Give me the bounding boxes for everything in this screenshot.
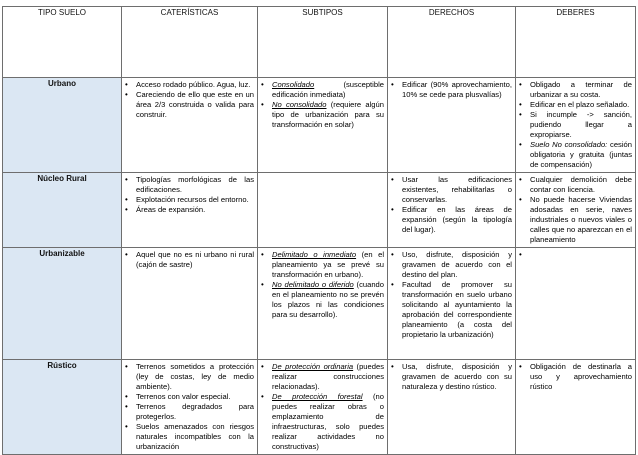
bullet-text: (cuando en el planeamiento no se prevén los plazos ni las condiciones para su desarrollo). [272,280,384,320]
subtipos-cell [258,248,388,360]
header-derechos: DERECHOS [388,7,516,78]
bullet-list [390,80,512,100]
bullet-text: Áreas de expansión. [136,205,206,215]
tipo-label: Rústico [3,360,122,455]
bullet-list [518,175,632,245]
deberes-cell [516,173,636,248]
bullet-term: No consolidado [272,100,327,110]
bullet-item [124,392,254,402]
bullet-list [124,250,254,270]
caracteristicas-cell [122,173,258,248]
bullet-text: Edificar (90% aprovechamiento, 10% se cede para plusvalías) [402,80,512,100]
deberes-cell [516,360,636,455]
bullet-item [260,392,384,452]
bullet-text: Suelos amenazados con riesgos naturales incompatibles con la urbanización [136,422,254,452]
caracteristicas-cell [122,78,258,173]
bullet-text: cesión obligatoria y gratuita (juntas de compensación) [530,140,632,170]
bullet-list [124,80,254,120]
bullet-list [260,250,384,320]
bullet-text: (requiere algún tipo de urbanización para su transformación en solar) [272,100,384,130]
bullet-text: Facultad de promover su transformación en suelo urbano solicitando al ayuntamiento la aprobación del correspondiente planeamiento (a costa del propietario la urbanización) [402,280,512,340]
bullet-text: (susceptible edificación inmediata) [272,80,384,100]
row-urbanizable [3,248,636,360]
bullet-item [124,175,254,195]
bullet-item [518,100,632,110]
tipo-label: Urbano [3,78,122,173]
tipo-label: Urbanizable [3,248,122,360]
bullet-list [390,250,512,340]
bullet-term: De protección ordinaria [272,362,354,372]
header-subtipos: SUBTIPOS [258,7,388,78]
bullet-item [518,110,632,140]
bullet-list [390,175,512,235]
bullet-term: Delimitado o inmediato [272,250,357,260]
bullet-text: Obligación de destinarla a uso y aprovechamiento rústico [530,362,632,392]
bullet-text: Edificar en el plazo señalado. [530,100,630,110]
bullet-text: Edificar en las áreas de expansión (según la tipología del lugar). [402,205,512,235]
bullet-text: (no puedes realizar obras o emplazamiento de infraestructuras, solo puedes realizar actividades no constructivas) [272,392,384,452]
bullet-item [260,250,384,280]
deberes-cell [516,78,636,173]
derechos-cell [388,173,516,248]
bullet-item [124,362,254,392]
bullet-item [390,362,512,392]
bullet-item [124,422,254,452]
bullet-list [390,362,512,392]
bullet-text: Si incumple -> sanción, pudiendo llegar a expropiarse. [530,110,632,140]
row-nucleo-rural [3,173,636,248]
caracteristicas-cell [122,360,258,455]
bullet-term: De protección forestal [272,392,363,402]
bullet-text: Careciendo de ello que este en un área 2/3 construida o valida para construir. [136,90,254,120]
header-row [3,7,636,78]
bullet-item [260,362,384,392]
bullet-term: Consolidado [272,80,315,89]
bullet-item [518,362,632,392]
bullet-item [124,205,254,215]
bullet-item [260,80,384,100]
derechos-cell [388,360,516,455]
bullet-text: Usa, disfrute, disposición y gravamen de acuerdo con su naturaleza y destino rústico. [402,362,512,392]
bullet-list [518,80,632,170]
tipo-label: Núcleo Rural [3,173,122,248]
bullet-text: Obligado a terminar de urbanizar a su costa. [530,80,632,100]
bullet-item [518,80,632,100]
bullet-item [260,100,384,130]
bullet-text: Terrenos con valor especial. [136,392,231,402]
bullet-text: Usar las edificaciones existentes, rehabilitarlas o conservarlas. [402,175,512,205]
bullet-item [124,80,254,90]
bullet-item [518,140,632,170]
subtipos-cell [258,173,388,248]
bullet-item [390,80,512,100]
deberes-cell [516,248,636,360]
bullet-item [124,250,254,270]
row-urbano [3,78,636,173]
row-rustico [3,360,636,455]
bullet-text: Terrenos sometidos a protección (ley de costas, ley de medio ambiente). [136,362,254,392]
bullet-text: Cualquier demolición debe contar con licencia. [530,175,632,195]
bullet-item [124,195,254,205]
bullet-item [390,250,512,280]
bullet-item [124,402,254,422]
derechos-cell [388,78,516,173]
bullet-list [518,362,632,392]
bullet-item [390,175,512,205]
bullet-list [260,80,384,130]
bullet-text: (en el planeamiento ya se prevé su transformación en urbano). [272,250,385,280]
bullet-text: No puede hacerse Viviendas adosadas en serie, naves industriales o nuevos viales o calles que no aparezcan en el planeamiento [530,195,632,245]
bullet-term: No delimitado o diferido [272,280,354,290]
bullet-list [124,175,254,215]
bullet-item [260,280,384,320]
land-classification-table [2,6,636,455]
derechos-cell [388,248,516,360]
bullet-item [390,280,512,340]
bullet-text: Uso, disfrute, disposición y gravamen de acuerdo con el destino del plan. [402,250,512,280]
header-caracteristicas: CATERÍSTICAS [122,7,258,78]
subtipos-cell [258,360,388,455]
caracteristicas-cell [122,248,258,360]
bullet-item [124,90,254,120]
bullet-text: Tipologías morfológicas de las edificaciones. [136,175,254,195]
bullet-text: Terrenos degradados para protegerlos. [136,402,254,422]
header-tipo-suelo: TIPO SUELO [3,7,122,78]
subtipos-cell [258,78,388,173]
header-deberes: DEBERES [516,7,636,78]
bullet-item [518,175,632,195]
bullet-item [518,195,632,245]
bullet-term: Suelo No consolidado: [530,140,608,150]
bullet-text: Aquel que no es ni urbano ni rural (cajón de sastre) [136,250,254,270]
bullet-item [390,205,512,235]
bullet-text: Explotación recursos del entorno. [136,195,249,205]
bullet-text: Acceso rodado público. Agua, luz. [136,80,251,89]
bullet-text: (puedes realizar construcciones relacionadas). [272,362,384,392]
